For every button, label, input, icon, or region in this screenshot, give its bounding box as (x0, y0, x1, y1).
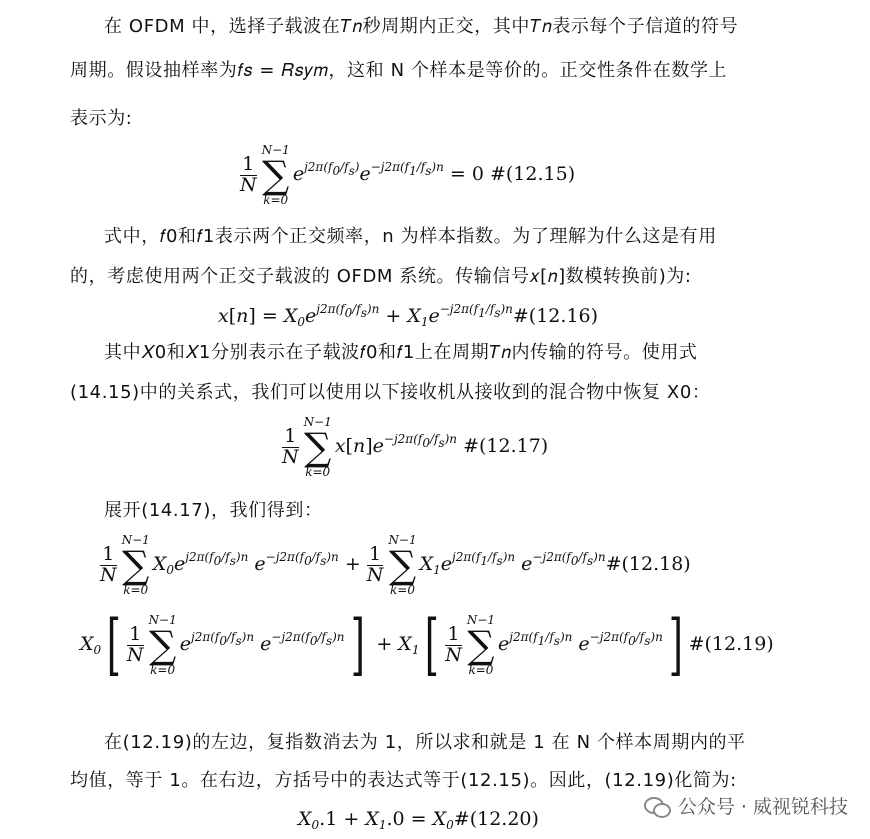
watermark-text: 公众号 · 威视锐科技 (677, 796, 848, 818)
equation-12-15: $\frac{1}{N}$ N−1 ∑ k=0 $e^{j2\pi(f_0/f_s)}e^{-j2\pi(f_1/f_s)n} = 0$ #(12.15) (240, 143, 576, 207)
equation-12-16: $x[n] = X_0e^{j2\pi(f_0/f_s)n}$ + $X_1e^{-j2\pi(f_1/f_s)n}\#(12.16)$ (218, 302, 599, 329)
paragraph-2-line-2: 的，考虑使用两个正交子载波的 OFDM 系统。传输信号𝑥[𝑛]数模转换前)为: (70, 266, 692, 287)
paragraph-4-line-1: 展开(14.17)，我们得到： (104, 500, 323, 521)
equation-12-20: $X_0.1 + X_1.0$ = $X_0\#(12.20)$ (298, 808, 539, 832)
equation-tag: #(12.16) (512, 305, 599, 327)
paragraph-2-line-1: 式中，𝑓0和𝑓1表示两个正交频率，n 为样本指数。为了理解为什么这是有用 (104, 226, 717, 247)
equation-tag: #(12.19) (688, 633, 774, 655)
equation-12-17: $\frac{1}{N}$ N−1 ∑ k=0 $x[n]e^{-j2\pi(f_0/f_s)n}$ #(12.17) (282, 415, 549, 479)
paragraph-5-line-2: 均值，等于 1。在右边，方括号中的表达式等于(12.15)。因此，(12.19)化简为: (70, 770, 737, 791)
watermark (644, 792, 848, 819)
paragraph-1-line-1: 在 OFDM 中，选择子载波在𝑇𝑛秒周期内正交，其中𝑇𝑛表示每个子信道的符号 (104, 16, 739, 37)
equation-tag: #(12.20) (453, 808, 539, 830)
paragraph-1-line-2: 周期。假设抽样率为𝑓𝑠 = 𝑅𝑠𝑦𝑚，这和 N 个样本是等价的。正交性条件在数学上 (70, 60, 728, 81)
paragraph-3-line-2: (14.15)中的关系式，我们可以使用以下接收机从接收到的混合物中恢复 X0： (70, 382, 711, 403)
paragraph-5-line-1: 在(12.19)的左边，复指数消去为 1，所以求和就是 1 在 N 个样本周期内的平 (104, 732, 746, 753)
equation-tag: #(12.18) (605, 553, 691, 575)
equation-tag: #(12.15) (489, 163, 576, 185)
paragraph-3-line-1: 其中𝑋0和𝑋1分别表示在子载波𝑓0和𝑓1上在周期𝑇𝑛内传输的符号。使用式 (104, 342, 698, 363)
wechat-icon (644, 795, 670, 817)
equation-12-18: $\frac{1}{N}$ N−1 ∑ k=0 $X_0e^{j2\pi(f_0/f_s)n}$ $e^{-j2\pi(f_0/f_s)n}$ + $\frac{1}{N}$ N−1 ∑ k=0 $X_1e^{j2\pi(f_1/f_s)n}$ $e^{-j2\pi(f_0/f_s)n}\#(12.18)$ (100, 533, 691, 597)
paragraph-1-line-3: 表示为: (70, 108, 133, 129)
equation-12-19: $X_0$[ $\frac{1}{N}$ N−1 ∑ k=0 $e^{j2\pi(f_0/f_s)n}$ $e^{-j2\pi(f_0/f_s)n}] + X_1$[ $\frac{1}{N}$ N−1 ∑ k=0 $e^{j2\pi(f_1/f_s)n}$ $e^{-j2\pi(f_0/f_s)n}$] #(12.19) (80, 606, 774, 683)
equation-tag: #(12.17) (463, 435, 549, 457)
